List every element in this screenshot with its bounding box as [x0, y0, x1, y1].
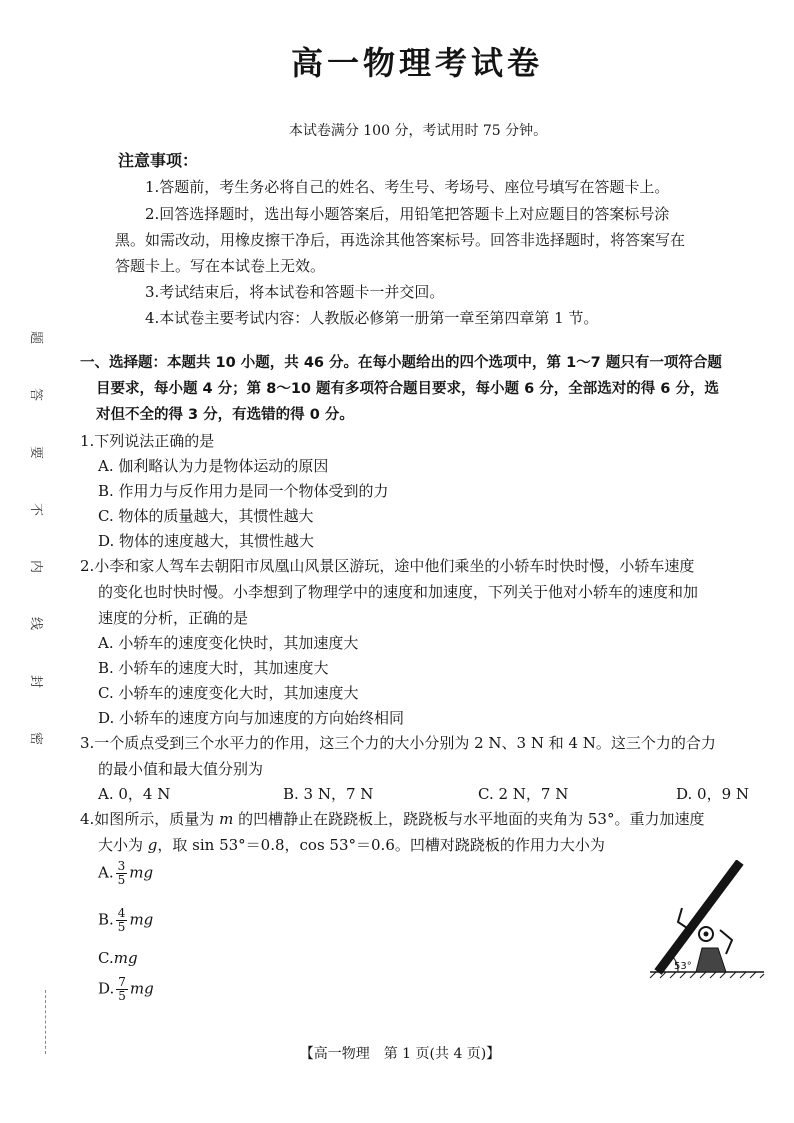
- notice-heading: 注意事项：: [118, 151, 199, 170]
- angle-label: 53°: [674, 961, 692, 972]
- side-char: 线: [28, 617, 44, 631]
- side-char: 题: [28, 330, 44, 345]
- q4-option-a: A. $\frac{3}{5}$ mg: [98, 859, 154, 887]
- q2-option-b: B. 小轿车的速度大时，其加速度大: [98, 659, 329, 677]
- section-line-2: 目要求，每小题 4 分；第 8～10 题有多项符合题目要求，每小题 6 分，全部选对的得 6 分，选: [96, 381, 719, 397]
- seesaw-board: [658, 862, 740, 972]
- side-char: 内: [28, 560, 44, 574]
- side-char: 答: [28, 388, 44, 402]
- q1-option-b: B. 作用力与反作用力是同一个物体受到的力: [98, 482, 389, 500]
- page-footer: 【高一物理 第 1 页(共 4 页)】: [299, 1046, 501, 1062]
- q3-option-c: C. 2 N，7 N: [478, 785, 569, 803]
- q2-stem-2: 的变化也时快时慢。小李想到了物理学中的速度和加速度，下列关于他对小轿车的速度和加: [98, 583, 699, 601]
- seesaw-diagram: [648, 860, 766, 980]
- seesaw-pivot-stand: [696, 948, 726, 972]
- q3-option-a: A. 0，4 N: [98, 785, 171, 803]
- page-title: 高一物理考试卷: [290, 44, 543, 82]
- notice-line-2c: 答题卡上。写在本试卷上无效。: [115, 257, 326, 275]
- notice-line-2b: 黑。如需改动，用橡皮擦干净后，再选涂其他答案标号。回答非选择题时，将答案写在: [115, 231, 686, 249]
- pivot-center: [704, 932, 709, 937]
- groove-right: [720, 930, 732, 954]
- binding-line-text: [28, 328, 48, 748]
- side-char: 要: [28, 445, 44, 459]
- notice-line-1: 1.答题前，考生务必将自己的姓名、考生号、考场号、座位号填写在答题卡上。: [145, 178, 670, 196]
- q1-option-c: C. 物体的质量越大，其惯性越大: [98, 507, 314, 525]
- side-char: 封: [28, 674, 44, 688]
- q4-option-d: D. $\frac{7}{5}$ mg: [98, 975, 154, 1003]
- side-char: 不: [28, 502, 44, 516]
- q4-stem-2: 大小为 g，取 sin 53°＝0.8，cos 53°＝0.6。凹槽对跷跷板的作用力大小为: [98, 836, 605, 854]
- q2-option-d: D. 小轿车的速度方向与加速度的方向始终相同: [98, 709, 405, 727]
- q4-option-c: C.mg: [98, 949, 138, 967]
- q2-option-a: A. 小轿车的速度变化快时，其加速度大: [98, 634, 359, 652]
- q3-option-b: B. 3 N，7 N: [283, 785, 374, 803]
- q4-option-b: B. $\frac{4}{5}$ mg: [98, 906, 154, 934]
- q1-option-d: D. 物体的速度越大，其惯性越大: [98, 532, 315, 550]
- exam-info: 本试卷满分 100 分，考试用时 75 分钟。: [288, 123, 548, 139]
- notice-line-3: 3.考试结束后，将本试卷和答题卡一并交回。: [145, 283, 445, 301]
- notice-line-2a: 2.回答选择题时，选出每小题答案后，用铅笔把答题卡上对应题目的答案标号涂: [145, 205, 670, 223]
- q3-option-d: D. 0，9 N: [676, 785, 750, 803]
- section-line-1: 一、选择题：本题共 10 小题，共 46 分。在每小题给出的四个选项中，第 1～7 题只有一项符合题: [80, 355, 722, 371]
- ground-hatch: [650, 972, 764, 978]
- q4-stem-1: 4.如图所示，质量为 m 的凹槽静止在跷跷板上，跷跷板与水平地面的夹角为 53°。重力加速度: [80, 810, 705, 828]
- side-char: 密: [28, 731, 44, 745]
- q1-option-a: A. 伽利略认为力是物体运动的原因: [98, 457, 329, 475]
- q1-stem: 1.下列说法正确的是: [80, 432, 215, 450]
- q2-option-c: C. 小轿车的速度变化大时，其加速度大: [98, 684, 359, 702]
- q3-stem-1: 3.一个质点受到三个水平力的作用，这三个力的大小分别为 2 N、3 N 和 4 N。这三个力的合力: [80, 734, 716, 752]
- q2-stem-3: 速度的分析，正确的是: [98, 609, 249, 627]
- q3-stem-2: 的最小值和最大值分别为: [98, 760, 264, 778]
- q2-stem-1: 2.小李和家人驾车去朝阳市凤凰山风景区游玩，途中他们乘坐的小轿车时快时慢，小轿车速度: [80, 557, 695, 575]
- notice-line-4: 4.本试卷主要考试内容：人教版必修第一册第一章至第四章第 1 节。: [145, 309, 599, 327]
- section-line-3: 对但不全的得 3 分，有选错的得 0 分。: [96, 407, 354, 423]
